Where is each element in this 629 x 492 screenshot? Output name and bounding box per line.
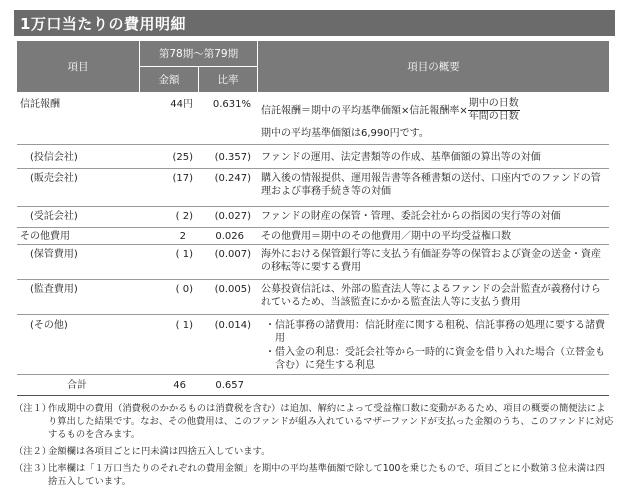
- bullet-item: [265, 346, 605, 372]
- footnote-2: [14, 445, 614, 458]
- fraction-denominator: 年間の日数: [468, 111, 519, 122]
- footnote-text: 比率欄は「１万口当たりのそれぞれの費用金額」を期中の平均基準価額で除して100を乗じたもので、項目ごとに小数第３位未満は四捨五入しています。: [48, 463, 605, 487]
- header-period: 第78期〜第79期: [140, 41, 257, 66]
- row-item: (販売会社): [30, 173, 78, 184]
- row-item: (受託会社): [30, 211, 78, 222]
- header-amount: 金額: [140, 67, 198, 92]
- footnote-1: [14, 402, 614, 441]
- row-divider: [17, 374, 609, 375]
- row-item: (その他): [30, 320, 68, 331]
- total-label: 合計: [67, 380, 87, 391]
- row-ratio: (0.014): [214, 320, 251, 331]
- row-ratio: 0.631%: [212, 99, 251, 110]
- section-title-bar: [14, 10, 615, 36]
- total-ratio: 0.657: [215, 380, 244, 391]
- days-fraction: [468, 98, 520, 123]
- footnotes: [14, 402, 614, 492]
- row-amount: ( 2): [175, 211, 193, 222]
- row-ratio: (0.007): [214, 249, 251, 260]
- row-item: (投信会社): [30, 152, 78, 163]
- row-ratio: 0.026: [215, 231, 244, 242]
- row-amount: (17): [172, 173, 193, 184]
- row-desc: 期中の平均基準価額は6,990円です。: [261, 128, 429, 139]
- footnote-3: [14, 462, 614, 488]
- row-divider: [17, 279, 609, 280]
- header-ratio: 比率: [199, 67, 257, 92]
- table-bottom-line: [17, 395, 609, 396]
- row-amount: 44円: [170, 99, 193, 110]
- row-desc: 海外における保管銀行等に支払う有価証券等の保管および資金の送金・資産の移転等に要する費用: [261, 249, 601, 273]
- bullet-mark: ・: [265, 320, 275, 331]
- footnote-text: 金額欄は各項目ごとに円未満は四捨五入しています。: [48, 446, 271, 457]
- row-item: (監査費用): [30, 284, 78, 295]
- row-desc-formula: [261, 98, 606, 123]
- footnote-label: （注３）: [14, 463, 52, 474]
- bullet-item: [265, 319, 605, 345]
- section-title: 1万口当たりの費用明細: [20, 15, 186, 33]
- row-amount: ( 1): [175, 320, 193, 331]
- row-ratio: (0.357): [214, 152, 251, 163]
- row-amount: (25): [172, 152, 193, 163]
- row-item: (保管費用): [30, 249, 78, 260]
- row-ratio: (0.005): [214, 284, 251, 295]
- row-item: 信託報酬: [20, 99, 60, 110]
- formula-text: 信託報酬＝期中の平均基準価額×信託報酬率×: [261, 105, 468, 117]
- row-divider: [17, 227, 609, 228]
- bullet-mark: ・: [265, 347, 275, 358]
- row-divider: [17, 244, 609, 245]
- row-desc: その他費用＝期中のその他費用／期中の平均受益権口数: [261, 231, 511, 242]
- footnote-text: 作成期中の費用（消費税のかかるものは消費税を含む）は追加、解約によって受益権口数に変動があるため、項目の概要の簡便法により算出した結果です。なお、その他費用は、このファンドが組み入れているマザーファンドが支払った金額のうち、このファンドに対応するものを含みます。: [48, 403, 614, 440]
- footnote-label: （注２）: [14, 446, 52, 457]
- row-amount: ( 0): [175, 284, 193, 295]
- row-divider: [17, 206, 609, 207]
- row-amount: 2: [179, 231, 186, 242]
- footnote-label: （注１）: [14, 403, 52, 414]
- header-overview: 項目の概要: [258, 41, 609, 92]
- header-item: 項目: [17, 41, 139, 92]
- row-divider: [17, 314, 609, 315]
- row-amount: ( 1): [175, 249, 193, 260]
- row-desc: ファンドの財産の保管・管理、委託会社からの指図の実行等の対価: [261, 211, 561, 222]
- row-desc: 公募投資信託は、外部の監査法人等によるファンドの会計監査が義務付けられているため、当該監査にかかる監査法人等に支払う費用: [261, 284, 601, 308]
- expense-table: [17, 41, 609, 396]
- row-divider: [17, 168, 609, 169]
- row-divider: [17, 144, 609, 145]
- row-desc: ファンドの運用、法定書類等の作成、基準価額の算出等の対価: [261, 152, 541, 163]
- fraction-numerator: 期中の日数: [468, 98, 519, 109]
- row-item: その他費用: [20, 231, 70, 242]
- bullet-text: 借入金の利息：受託会社等から一時的に資金を借り入れた場合（立替金も含む）に発生する利息: [275, 347, 605, 371]
- total-amount: 46: [173, 380, 186, 391]
- bullet-text: 信託事務の諸費用：信託財産に関する租税、信託事務の処理に要する諸費用: [275, 320, 605, 344]
- row-ratio: (0.027): [214, 211, 251, 222]
- row-desc: 購入後の情報提供、運用報告書等各種書類の送付、口座内でのファンドの管理および事務手続き等の対価: [261, 173, 601, 197]
- row-ratio: (0.247): [214, 173, 251, 184]
